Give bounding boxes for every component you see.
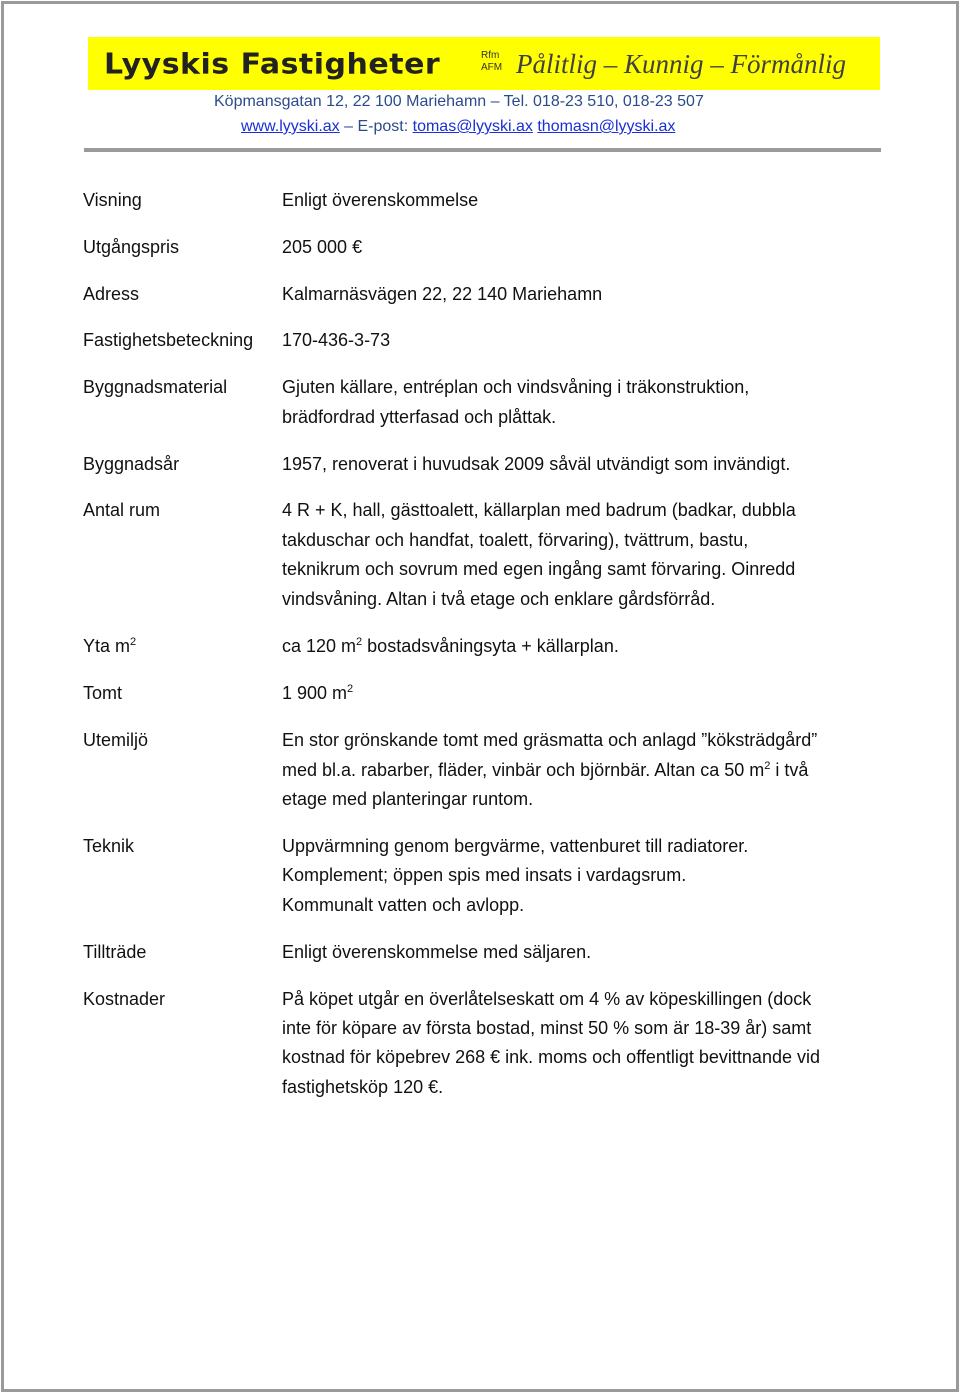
kostnader-line-1: På köpet utgår en överlåtelseskatt om 4 % av köpeskillingen (dock: [282, 989, 812, 1009]
utgangspris-label: Utgångspris: [83, 237, 180, 257]
adress-label: Adress: [83, 284, 140, 304]
header-banner: [88, 37, 880, 90]
utemiljo-line-3: etage med planteringar runtom.: [282, 789, 534, 809]
contact-address-line: Köpmansgatan 12, 22 100 Mariehamn – Tel. 018-23 510, 018-23 507: [214, 93, 704, 110]
email-link-tomas[interactable]: tomas@lyyski.ax: [412, 118, 533, 135]
byggnadsmaterial-line-2: brädfordrad ytterfasad och plåttak.: [282, 407, 557, 427]
utemiljo-line-2: med bl.a. rabarber, fläder, vinbär och björnbär. Altan ca 50 $m^2$ i två: [282, 760, 809, 780]
email-label: – E-post:: [344, 118, 409, 135]
kostnader-line-2: inte för köpare av första bostad, minst 50 % som är 18-39 år) samt: [282, 1018, 812, 1038]
utgangspris-value: 205 000 €: [282, 237, 363, 257]
email-link-thomasn[interactable]: thomasn@lyyski.ax: [537, 118, 676, 135]
teknik-line-1: Uppvärmning genom bergvärme, vattenburet till radiatorer.: [282, 836, 749, 856]
utemiljo-label: Utemiljö: [83, 730, 149, 750]
contact-web-line: [241, 118, 675, 136]
antal-rum-label: Antal rum: [83, 500, 161, 520]
yta-value: ca 120 $m^2$ bostadsvåningsyta + källarplan.: [282, 636, 619, 656]
antal-rum-line-1: 4 R + K, hall, gästtoalett, källarplan med badrum (badkar, dubbla: [282, 500, 796, 520]
tomt-label: Tomt: [83, 683, 123, 703]
brand-logo: Lyyskis Fastigheter: [104, 47, 441, 82]
adress-value: Kalmarnäsvägen 22, 22 140 Mariehamn: [282, 284, 603, 304]
rfm-afm-mark: Rfm AFM: [481, 50, 503, 73]
teknik-line-2: Komplement; öppen spis med insats i vardagsrum.: [282, 865, 687, 885]
slogan: Pålitlig – Kunnig – Förmånlig: [516, 49, 847, 79]
visning-value: Enligt överenskommelse: [282, 190, 479, 210]
kostnader-label: Kostnader: [83, 989, 166, 1009]
byggnadsar-value: 1957, renoverat i huvudsak 2009 såväl utvändigt som invändigt.: [282, 454, 791, 474]
antal-rum-line-4: vindsvåning. Altan i två etage och enklare gårdsförråd.: [282, 589, 716, 609]
teknik-line-3: Kommunalt vatten och avlopp.: [282, 895, 525, 915]
fastighetsbeteckning-label: Fastighetsbeteckning: [83, 330, 254, 350]
kostnader-line-3: kostnad för köpebrev 268 € ink. moms och offentligt bevittnande vid: [282, 1047, 820, 1067]
visning-label: Visning: [83, 190, 142, 210]
teknik-label: Teknik: [83, 836, 135, 856]
tilltrade-label: Tillträde: [83, 942, 147, 962]
tilltrade-value: Enligt överenskommelse med säljaren.: [282, 942, 592, 962]
header-divider: [84, 148, 881, 152]
utemiljo-line-1: En stor grönskande tomt med gräsmatta och anlagd ”köksträdgård”: [282, 730, 818, 750]
antal-rum-line-3: teknikrum och sovrum med egen ingång samt förvaring. Oinredd: [282, 559, 796, 579]
yta-label: Yta $m^2$: [83, 636, 137, 656]
byggnadsmaterial-line-1: Gjuten källare, entréplan och vindsvåning i träkonstruktion,: [282, 377, 750, 397]
fastighetsbeteckning-value: 170-436-3-73: [282, 330, 391, 350]
kostnader-line-4: fastighetsköp 120 €.: [282, 1077, 444, 1097]
tomt-value: 1 900 $m^2$: [282, 683, 354, 703]
website-link[interactable]: www.lyyski.ax: [241, 118, 340, 135]
byggnadsar-label: Byggnadsår: [83, 454, 180, 474]
antal-rum-line-2: takduschar och handfat, toalett, förvaring), tvättrum, bastu,: [282, 530, 749, 550]
byggnadsmaterial-label: Byggnadsmaterial: [83, 377, 228, 397]
